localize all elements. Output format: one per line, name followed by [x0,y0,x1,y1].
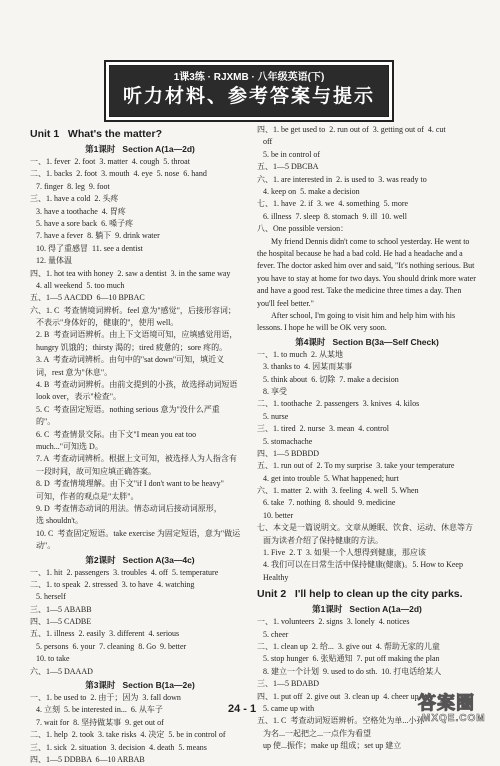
answer-line: 8. 享受 [257,386,287,396]
answer-line: 5. stomachache [257,436,313,446]
answer-line: 五、1. run out of 2. To my surprise 3. take your temperature [257,461,455,471]
answer-line: 七、本文是一篇说明文。文章从睡眠、饮食、运动、休息等方 [257,523,473,533]
answer-line: 为名...一起把之...一点作为看望 [257,728,371,738]
answer-line: 七、1. have 2. if 3. we 4. something 5. more [257,199,409,209]
answer-line: off [257,137,273,147]
answer-line: 7. have a fever 8. 躺下 9. drink water [30,231,160,241]
answer-line: 6. C 考查情景交际。由下文"I mean you eat too [30,429,197,439]
answer-line: 五、1—5 AACDD 6—10 BPBAC [30,293,145,303]
lesson-heading: 第3课时 Section B(1a—2e) [85,680,195,691]
answer-line: 三、1. tired 2. nurse 3. mean 4. control [257,424,389,434]
answer-line: 一段时间，故可知应填正确答案。 [30,466,156,476]
answer-line: 的"。 [30,417,56,427]
answer-line: 词，rest 意为"休息"。 [30,367,113,377]
watermark-logo [408,689,496,729]
answer-line: 5. persons 6. your 7. cleaning 8. Go 9. better [30,641,187,651]
unit-heading: Unit 2 I'll help to clean up the city parks. [257,588,463,601]
answer-line: 10. better [257,510,294,520]
answer-line: 6. illness 7. sleep 8. stomach 9. ill 10. well [257,211,407,221]
answer-line: 可知，作者的观点是"太胖"。 [30,491,139,501]
answer-line: 动"。 [30,541,56,551]
answer-line: 五、1. illness 2. easily 3. different 4. serious [30,629,180,639]
answer-line: 不表示"身体好的，健康的"，使用 well。 [30,318,179,328]
page-number: 24 - 1 [228,703,257,715]
answer-line: 7. finger 8. leg 9. foot [30,181,110,191]
answer-line: 5. nurse [257,411,289,421]
answer-line: 3. thanks to 4. 因某而某事 [257,362,353,372]
answer-line: 二、1. help 2. took 3. take risks 4. 决定 5. be in control of [30,730,226,740]
answer-line: 一、1. hit 2. passengers 3. troubles 4. off 5. temperature [30,567,219,577]
answer-line: 4. all weekend 5. too much [30,280,125,290]
answer-line: 12. 量体温 [30,256,72,266]
answer-line: 3. have a toothache 4. 胃疼 [30,206,126,216]
answer-line: 三、1. have a cold 2. 头疼 [30,194,119,204]
answer-line: 5. be in control of [257,149,321,159]
header-title: 听力材料、参考答案与提示 [122,85,375,107]
answer-line: 10. 得了重感冒 11. see a dentist [30,243,143,253]
answer-line: 四、1—5 CADBE [30,617,92,627]
answer-line: 四、1—5 BDBDD [257,448,320,458]
answer-line: 六、1—5 DAAAD [30,666,93,676]
unit-heading: Unit 1 What's the matter? [30,128,163,140]
lesson-heading: 第2课时 Section A(3a—4c) [85,554,195,565]
answer-line: 8. 建立一个计划 9. used to do sth. 10. 打电话给某人 [257,666,442,676]
header-banner [109,65,389,117]
answer-line: 二、1. clean up 2. 给... 3. give out 4. 帮助无家的儿童 [257,641,440,651]
answer-line: 二、1. backs 2. foot 3. mouth 4. eye 5. nose 6. hand [30,169,207,179]
answer-line: hungry 饥饿的；thirsty 渴的；tired 疲惫的；sore 疼的。 [30,342,228,352]
answer-line: look over，表示"检查"。 [30,392,121,402]
answer-line: 10. C 考查固定短语。take exercise 为固定短语，意为"做运 [30,528,241,538]
answer-line: 4. B 考查动词辨析。由前文提到的小孩，故选择动词短语 [30,380,238,390]
answer-line: 六、1. are interested in 2. is used to 3. was ready to [257,174,427,184]
answer-line: Healthy [257,572,289,582]
answer-line: 6. take 7. nothing 8. should 9. medicine [257,498,396,508]
answer-line: 四、1. hot tea with honey 2. saw a dentist 3. in the same way [30,268,231,278]
answer-line: 5. have a sore back 6. 嗓子疼 [30,218,134,228]
answer-line: 5. cheer [257,629,289,639]
section-header-box [104,60,394,122]
answer-line: 二、1. toothache 2. passengers 3. knives 4. kilos [257,399,420,409]
right-column [257,124,477,752]
answer-line: up 使...振作；make up 组成；set up 建立 [257,741,402,751]
lesson-heading: 第1课时 Section A(1a—2d) [312,604,422,615]
answer-line: 7. A 考查动词辨析。根据上文可知，被选择人为人指含有 [30,454,237,464]
essay-paragraph: My friend Dennis didn't come to school yesterday. He went to the hospital because he had a bad cold. He had a headache and a fever. The doctor asked him over and said, "It's nothing serious. But you have to stay at home for two days. You should drink more water and have a good rest. Take the medicine three times a day. Then you'll feel better." [257,236,476,308]
answer-line: 4. get into trouble 5. What happened; hurt [257,473,399,483]
answer-line: 5. C 考查固定短语。nothing serious 意为"没什么严重 [30,404,220,414]
watermark-text-bottom: MXQE.COM [422,713,486,724]
answer-line: 二、1. to speak 2. stressed 3. to have 4. watching [30,579,195,589]
answer-line: 5. think about 6. 切除 7. make a decision [257,374,399,384]
answer-line: 2. B 考查词语辨析。由上下文语境可知，应填感觉用语， [30,330,238,340]
answer-line: 5. herself [30,592,66,602]
answer-line: 一、1. be used to 2. 由于；因为 3. fall down [30,693,181,703]
answer-line: 4. 立刻 5. be interested in... 6. 从车子 [30,705,163,715]
answer-line: 一、1. fever 2. foot 3. matter 4. cough 5. throat [30,157,190,166]
answer-line: 六、1. matter 2. with 3. feeling 4. well 5. When [257,486,419,496]
answer-line: 3. A 考查动词辨析。由句中的"sat down"可知，填近义 [30,355,225,365]
answer-line: 五、1. C 考查动词短语辨析。空格处为单...小孙 [257,716,425,726]
answer-line: 9. D 考查情态动词的用法。情态动词后接动词原形， [30,503,222,513]
left-column [30,124,250,766]
lesson-heading: 第1课时 Section A(1a—2d) [85,144,195,154]
answer-line: 4. keep on 5. make a decision [257,186,360,196]
answer-line: 八、One possible version： [257,224,349,234]
answer-line: 一、1. to much 2. 从某地 [257,349,343,359]
lesson-heading: 第4课时 Section B(3a—Self Check) [295,336,439,347]
answer-line: 五、1—5 DBCBA [257,162,319,172]
header-subtitle: 1课3练 · RJXMB · 八年级英语(下) [173,72,325,83]
answer-line: 一、1. volunteers 2. signs 3. lonely 4. notices [257,617,410,627]
watermark-text-top: 答案圈 [418,693,475,714]
answer-line: 1. Five 2. T 3. 如果一个人想得到健康，那应该 [257,548,426,558]
answer-line: 四、1. be get used to 2. run out of 3. getting out of 4. cut [257,125,446,134]
answer-line: 4. 我们可以在日常生活中保持健康(健康)。5. How to Keep [257,560,463,570]
answer-line: 面为读者介绍了保持健康的方法。 [257,535,383,545]
answer-line: 7. wait for 8. 坚持做某事 9. get out of [30,717,164,727]
answer-line: 三、1. sick 2. situation 3. decision 4. death 5. means [30,742,207,752]
answer-line: 四、1—5 DDBBA 6—10 ARBAB [30,754,145,764]
answer-line: 10. to take [30,654,70,664]
answer-line: 三、1—5 BDABD [257,679,320,689]
answer-line: 选 shouldn't。 [30,516,83,526]
answer-line: much..."可知选 D。 [30,441,103,451]
answer-line: 5. stop hunger 6. 张贴通知 7. put off making the plan [257,654,440,664]
answer-line: 5. came up with [257,703,315,713]
answer-line: 四、1. put off 2. give out 3. clean up 4. cheer up [257,691,419,701]
answer-line: 六、1. C 考查情境词辨析。feel 意为"感觉"，后接形容词； [30,305,236,315]
answer-line: 8. D 考查情境理解。由下文"if I don't want to be heavy" [30,479,224,489]
answer-line: 三、1—5 ABABB [30,604,92,614]
essay-paragraph: After school, I'm going to visit him and help him with his lessons. I hope he will be OK very soon. [257,310,456,333]
